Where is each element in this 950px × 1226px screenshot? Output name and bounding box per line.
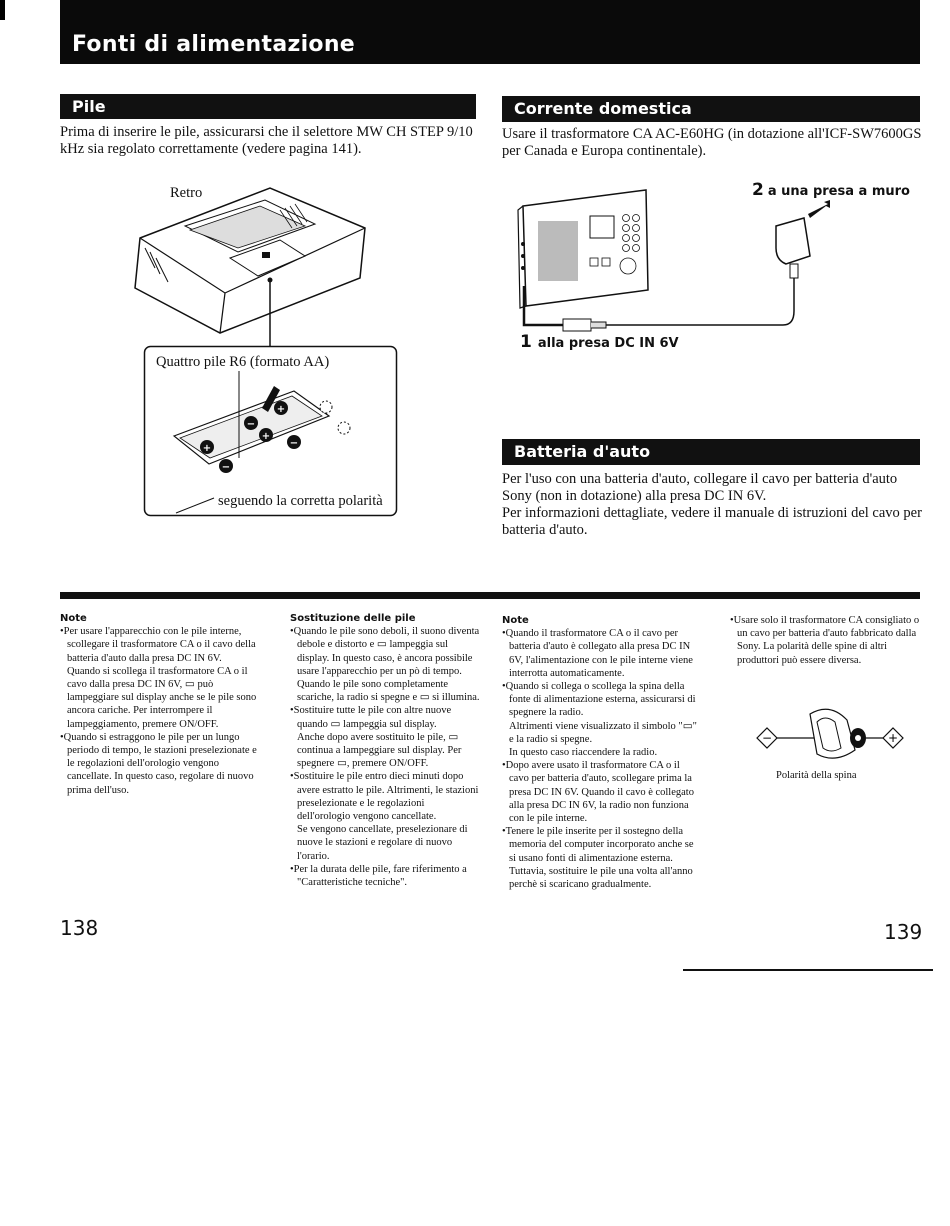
section-header-pile: Pile — [60, 94, 476, 119]
notes-column-2 — [290, 612, 480, 889]
plug-polarity-caption: Polarità della spina — [776, 770, 857, 781]
corrente-intro-text: Usare il trasformatore CA AC-E60HG (in dotazione all'ICF-SW7600GS per Canada e Europa continentale). — [502, 126, 922, 159]
battery-callout-box — [144, 346, 397, 516]
step-2-label — [752, 180, 910, 200]
step-1-text: alla presa DC IN 6V — [537, 336, 679, 351]
note-continuation: Anche dopo avere sostituito le pile, ▭ continua a lampeggiare sul display. Per spegnere ▭, premere ON/OFF. — [297, 731, 462, 770]
step-1-label — [520, 332, 679, 352]
plus-sign: + — [887, 731, 899, 745]
pointer-line — [268, 278, 272, 348]
note-continuation: Quando si scollega il trasformatore CA o il cavo dalla presa DC IN 6V, ▭ può lampeggiare sul display anche se le pile sono ancora cariche. Per interrompere il lampeggiamento, premere ON/OFF. — [67, 665, 257, 730]
batteria-text: Per l'uso con una batteria d'auto, collegare il cavo per batteria d'auto Sony (non in dotazione) alla presa DC IN 6V. Per informazioni dettagliate, vedere il manuale di istruzioni del cavo per batteria d'auto. — [502, 471, 922, 538]
section-header-batteria-auto: Batteria d'auto — [502, 439, 920, 465]
figure-label-retro: Retro — [170, 185, 203, 201]
notes-column-1 — [60, 612, 260, 797]
svg-text:−: − — [221, 462, 231, 473]
note-continuation: Tuttavia, sostituire le pile una volta all'anno perchè si scaricano gradualmente. — [509, 865, 693, 891]
svg-text:+: + — [276, 404, 286, 415]
svg-text:+: + — [202, 443, 212, 454]
step-1-number: 1 — [520, 332, 532, 352]
pile-intro-text: Prima di inserire le pile, assicurarsi che il selettore MW CH STEP 9/10 kHz sia regolato correttamente (vedere pagina 141). — [60, 124, 473, 157]
radio-adapter-illustration — [518, 186, 818, 331]
note-continuation: Altrimenti viene visualizzato il simbolo "▭" e la radio si spegne. — [509, 720, 697, 745]
svg-text:−: − — [246, 419, 256, 430]
notes-heading: Note — [60, 613, 87, 624]
page-number-right: 139 — [884, 920, 923, 944]
notes-heading: Note — [502, 615, 529, 626]
figure-label-polarity: seguendo la corretta polarità — [218, 493, 383, 509]
page-number-left: 138 — [60, 916, 99, 940]
section-header-corrente-domestica: Corrente domestica — [502, 96, 920, 122]
note-continuation: In questo caso riaccendere la radio. — [509, 747, 658, 759]
notes-column-4 — [730, 614, 920, 667]
note-bullet: •Per usare l'apparecchio con le pile interne, scollegare il trasformatore CA o il cavo della batteria d'auto dalla presa DC IN 6V. — [60, 626, 256, 664]
note-bullet: •Quando le pile sono deboli, il suono diventa debole e distorto e ▭ lampeggia sul display. In questo caso, è ancora possibile usare l'apparecchio per un pò di tempo. — [290, 626, 480, 677]
note-bullet: •Quando il trasformatore CA o il cavo per batteria d'auto è collegato alla presa DC IN 6V, l'alimentazione con le pile interne viene interrotta automaticamente. — [502, 628, 693, 679]
note-bullet: •Tenere le pile inserite per il sostegno della memoria del computer incorporato anche se si usano fonti di alimentazione esterna. — [502, 826, 694, 864]
note-bullet: •Quando si estraggono le pile per un lungo periodo di tempo, le stazioni preselezionate e le regolazioni dell'orologio vengono cancellate. In questo caso, regolare di nuovo prima dell'uso. — [60, 731, 257, 796]
note-continuation: Se vengono cancellate, preselezionare di nuove le stazioni e regolare di nuovo l'orario. — [297, 824, 468, 862]
radio-back-illustration — [130, 188, 370, 333]
svg-text:−: − — [289, 438, 299, 449]
note-bullet: •Quando si collega o scollega la spina della fonte di alimentazione esterna, assicurarsi di spegnere la radio. — [502, 681, 696, 719]
svg-text:+: + — [261, 431, 271, 442]
note-bullet: •Usare solo il trasformatore CA consigliato o un cavo per batteria d'auto fabbricato dalla Sony. La polarità delle spine di altri produttori può essere diversa. — [730, 615, 920, 666]
plug-polarity-diagram — [755, 702, 905, 762]
step-2-number: 2 — [752, 180, 764, 200]
minus-sign: − — [761, 731, 773, 745]
figure-label-batteries: Quattro pile R6 (formato AA) — [156, 354, 330, 370]
notes-column-3 — [502, 614, 697, 891]
page-title: Fonti di alimentazione — [72, 32, 356, 57]
note-bullet: •Sostituire le pile entro dieci minuti dopo avere estratto le pile. Altrimenti, le stazioni preselezionate e le regolazioni dell'orologio vengono cancellate. — [290, 771, 479, 823]
bottom-rule — [683, 969, 933, 971]
note-bullet: •Per la durata delle pile, fare riferimento a "Caratteristiche tecniche". — [290, 863, 467, 889]
notes-heading: Sostituzione delle pile — [290, 613, 416, 624]
corner-mark — [0, 0, 5, 20]
note-bullet: •Sostituire tutte le pile con altre nuove quando ▭ lampeggia sul display. — [290, 705, 452, 730]
step-2-text: a una presa a muro — [767, 184, 910, 199]
note-bullet: •Dopo avere usato il trasformatore CA o il cavo per batteria d'auto, scollegare prima la presa DC IN 6V. Quando il cavo è collegato alla presa DC IN 6V, la radio non funziona con le pile interne. — [502, 760, 694, 825]
note-continuation: Quando le pile sono completamente scariche, la radio si spegne e ▭ si illumina. — [297, 679, 480, 704]
section-divider — [60, 592, 920, 599]
